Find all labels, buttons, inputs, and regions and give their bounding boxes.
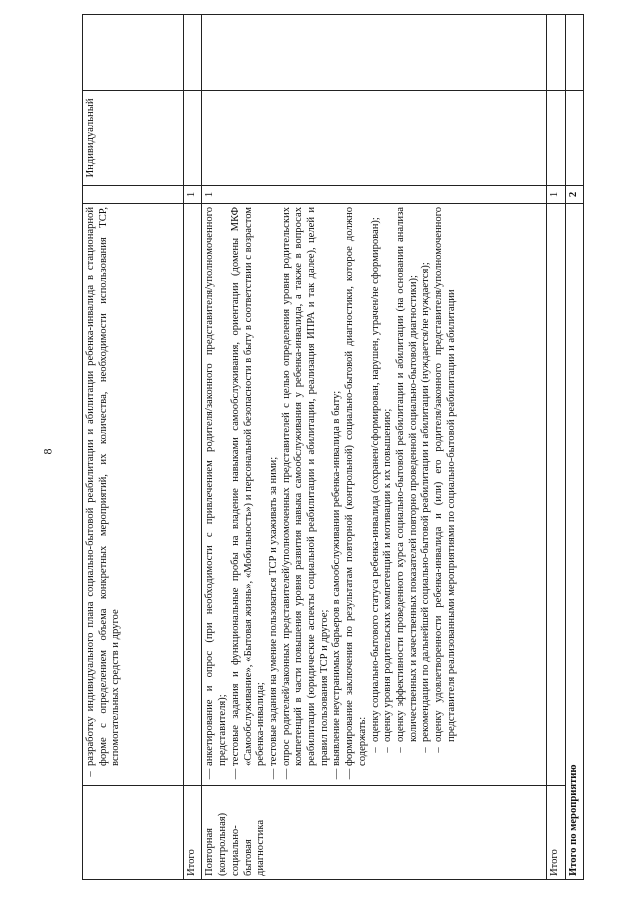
dash-marker: — — [344, 768, 356, 780]
item-text: разработку индивидуального плана социально-бытовой реабилитации и абилитации ребенка-инвалида в стационарной форме с определением объема конкретных мероприятий, их количества, необходимости использования ТСР, вспомогательных средств и другое — [85, 207, 122, 766]
quantity-cell: 1 — [202, 186, 547, 204]
form-cell — [565, 91, 583, 186]
dash-marker: – — [369, 747, 381, 753]
dash-marker: – — [394, 747, 406, 753]
list-item — [85, 207, 123, 782]
total-quantity: 1 — [547, 186, 565, 204]
item-text: опрос родителей/законных представителей/уполномоченных представителей с целью определения уровня родительских компетенций в части повышения уровня развития навыка самообслуживания у ребенка-инвалида, а также в вопросах реабилитации (юридические аспекты социальной реабилитации и абилитации, реализация ИПРА и так далее), целей и правил пользования ТСР и другое; — [280, 207, 330, 766]
item-text: тестовые задания на умение пользоваться ТСР и ухаживать за ними; — [267, 456, 279, 766]
dash-marker: – — [382, 747, 394, 753]
list-item — [268, 207, 281, 782]
sub-list-item — [370, 207, 383, 758]
dash-marker: — — [331, 768, 343, 780]
list-item — [281, 207, 332, 782]
list-item — [230, 207, 268, 782]
total-quantity: 1 — [184, 186, 202, 204]
form-cell — [547, 91, 565, 186]
list-item — [331, 207, 344, 782]
stage-cell: Повторная (контрольная) социально-бытовая диагностика — [202, 786, 547, 880]
table-row-total — [184, 15, 202, 880]
content-cell — [547, 204, 565, 786]
services-table — [82, 14, 584, 880]
list-item-summary — [344, 207, 369, 782]
list-item — [204, 207, 229, 782]
dash-marker: — — [204, 768, 216, 780]
form-cell — [184, 91, 202, 186]
empty-cell — [565, 15, 583, 91]
table-row-grand-total — [565, 15, 583, 880]
dash-marker: — — [280, 768, 292, 780]
empty-cell — [83, 15, 184, 91]
total-label: Итого — [184, 786, 202, 880]
sub-list-item — [382, 207, 395, 758]
form-cell: Индивидуальный — [83, 91, 184, 186]
sub-item-text: оценку эффективности проведенного курса социально-бытовой реабилитации и абилитации (на основании анализа количественных и качественных показателей повторно проведенной социально-бытовой диагностики); — [394, 207, 419, 742]
dash-marker: — — [267, 768, 279, 780]
empty-cell — [547, 15, 565, 91]
dash-marker: — — [229, 768, 241, 780]
content-cell — [83, 204, 184, 786]
sub-item-text: оценку удовлетворенности ребенка-инвалида и (или) его родителя/законного представителя/уполномоченного представителя реализованными мероприятиями по социально-бытовой реабилитации и абилитации — [433, 207, 457, 742]
total-label: Итого — [547, 786, 565, 880]
table-row-continued — [83, 15, 184, 880]
dash-marker: – — [433, 747, 445, 753]
item-text: выявление неустранимых барьеров в самообслуживании ребенка-инвалида в быту; — [331, 390, 343, 766]
summary-text: формирование заключения по результатам повторной (контрольной) социально-бытовой диагностики, которое должно содержать: — [344, 207, 368, 766]
grand-total-label: Итого по мероприятию — [565, 204, 583, 880]
dash-marker: – — [85, 771, 96, 777]
quantity-cell — [83, 186, 184, 204]
empty-cell — [184, 15, 202, 91]
item-text: анкетирование и опрос (при необходимости с привлечением родителя/законного представителя/уполномоченного представителя); — [204, 207, 229, 766]
page-number: 8 — [40, 448, 55, 455]
sub-item-text: оценку уровня родительских компетенций и мотивации к их повышению; — [382, 408, 394, 742]
table-row-diagnostics — [202, 15, 547, 880]
item-text: тестовые задания и функциональные пробы на владение навыками самообслуживания, ориентации (домены МКФ «Самообслуживание», «Бытовая жизнь», «Мобильность») и персональной безопасности в быту в соответствии с возрастом ребенка-инвалида; — [229, 207, 267, 766]
sub-item-text: оценку социально-бытового статуса ребенка-инвалида (сохранен/сформирован, нарушен, утрачен/не сформирован); — [369, 217, 381, 742]
sub-list-item — [433, 207, 458, 758]
stage-cell — [83, 786, 184, 880]
form-cell — [202, 91, 547, 186]
content-cell — [184, 204, 202, 786]
dash-marker: – — [420, 747, 432, 753]
grand-total-quantity: 2 — [565, 186, 583, 204]
sub-list-item — [420, 207, 433, 758]
sub-item-text: рекомендации по дальнейшей социально-бытовой реабилитации и абилитации (нуждается/не нуждается); — [420, 262, 432, 742]
empty-cell — [202, 15, 547, 91]
table-row-total — [547, 15, 565, 880]
rotated-table-container — [82, 15, 584, 880]
content-cell — [202, 204, 547, 786]
sub-list-item — [395, 207, 420, 758]
